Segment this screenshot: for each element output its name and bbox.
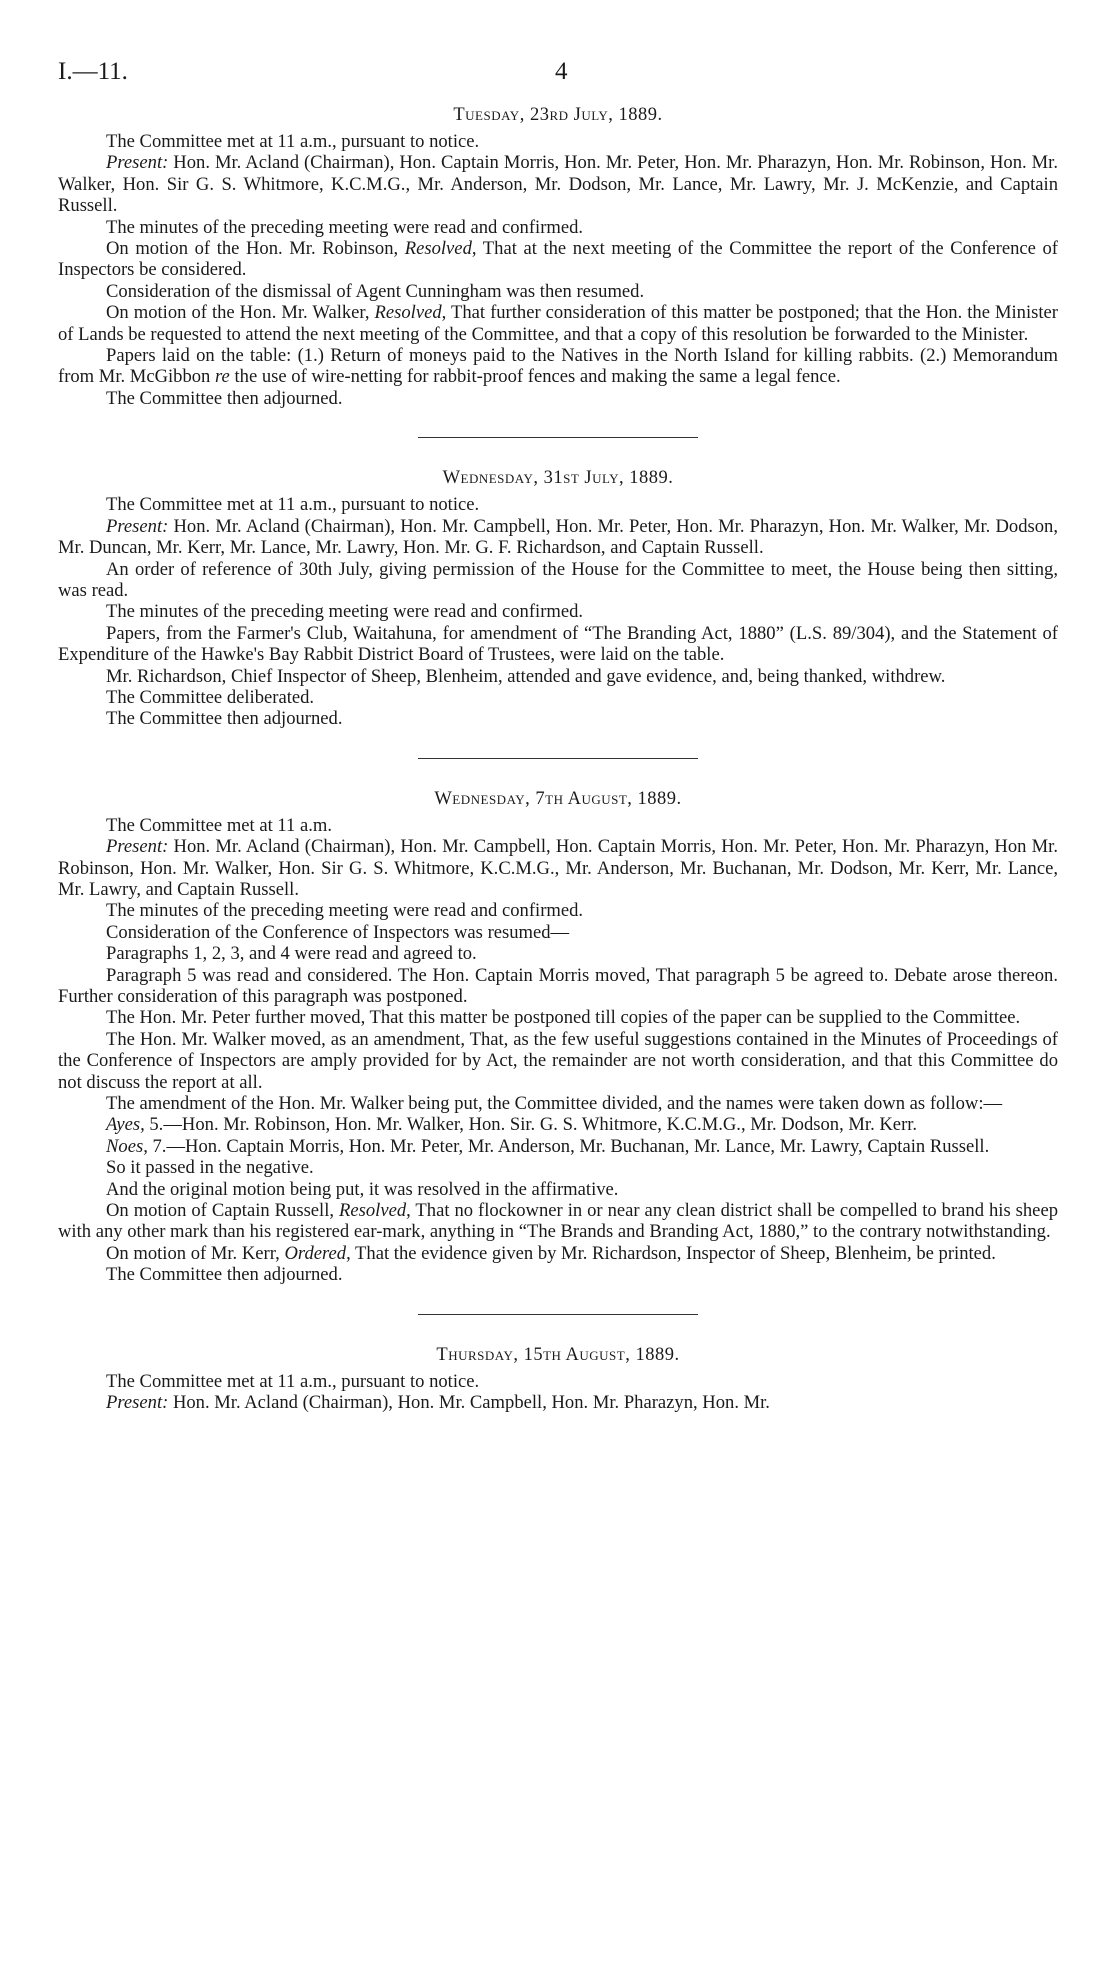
paragraph-text: Papers laid on the table: (1.) Return of moneys paid to the Natives in the North Island for killing rabbits. (2.) Memorandum from Mr. McGibbon re the use of wire-netting for rabbit-proof fences and making the same a legal fence. — [58, 345, 1058, 388]
paragraph-text: The Committee then adjourned. — [106, 1264, 343, 1286]
paragraph-text: The Committee met at 11 a.m., pursuant to notice. — [106, 131, 480, 152]
page-number: 4 — [555, 58, 568, 85]
minutes-paragraph — [58, 1243, 1058, 1264]
paragraph-text: On motion of Captain Russell, Resolved, That no flockowner in or near any clean district shall be compelled to brand his sheep with any other mark than his registered ear-mark, anything in “The Brands and Branding Act, 1880,” to the contrary notwithstanding. — [58, 1200, 1058, 1243]
meeting-date-heading: Thursday, 15th August, 1889. — [436, 1344, 680, 1365]
meeting-section — [58, 786, 1058, 1286]
minutes-paragraph — [58, 152, 1058, 216]
meeting-date-heading: Wednesday, 31st July, 1889. — [442, 468, 674, 489]
minutes-paragraph — [58, 516, 1058, 559]
minutes-sections — [58, 102, 1058, 1414]
section-divider — [418, 437, 698, 438]
minutes-paragraph — [58, 943, 1058, 964]
paragraph-text: The minutes of the preceding meeting were read and confirmed. — [106, 216, 584, 238]
minutes-paragraph — [58, 687, 1058, 708]
paragraph-text: The Committee deliberated. — [106, 686, 315, 708]
page-header — [58, 58, 1058, 102]
meeting-section — [58, 465, 1058, 729]
paragraph-text: And the original motion being put, it was resolved in the affirmative. — [106, 1178, 619, 1200]
minutes-paragraph — [58, 217, 1058, 238]
paragraph-text: The Committee then adjourned. — [106, 708, 343, 730]
minutes-paragraph — [58, 1371, 1058, 1392]
paragraph-lead: Present: — [106, 515, 169, 537]
meeting-section — [58, 102, 1058, 409]
paragraph-text: The amendment of the Hon. Mr. Walker being put, the Committee divided, and the names were taken down as follow:— — [106, 1093, 1003, 1115]
paragraph-text: Hon. Mr. Acland (Chairman), Hon. Mr. Campbell, Hon. Mr. Pharazyn, Hon. Mr. — [168, 1392, 770, 1414]
paragraph-text: Papers, from the Farmer's Club, Waitahuna, for amendment of “The Branding Act, 1880” (L.S. 89/304), and the Statement of Expenditure of the Hawke's Bay Rabbit District Board of Trustees, were laid on the table. — [58, 622, 1058, 666]
minutes-paragraph — [58, 1029, 1058, 1093]
paragraph-text: Consideration of the Conference of Inspectors was resumed— — [106, 921, 570, 943]
paragraph-text: On motion of the Hon. Mr. Walker, Resolved, That further consideration of this matter be postponed; that the Hon. the Minister of Lands be requested to attend the next meeting of the Committee, and that a copy of this resolution be forwarded to the Minister. — [58, 302, 1058, 345]
minutes-paragraph — [58, 1114, 1058, 1135]
minutes-paragraph — [58, 1136, 1058, 1157]
paragraph-text: 7.—Hon. Captain Morris, Hon. Mr. Peter, Mr. Anderson, Mr. Buchanan, Mr. Lance, Mr. Lawry, Captain Russell. — [147, 1135, 990, 1157]
minutes-paragraph — [58, 494, 1058, 515]
minutes-paragraph — [58, 1264, 1058, 1285]
paragraph-text: Paragraph 5 was read and considered. The Hon. Captain Morris moved, That paragraph 5 be agreed to. Debate arose thereon. Further consideration of this paragraph was postponed. — [58, 964, 1058, 1007]
minutes-paragraph — [58, 131, 1058, 152]
minutes-paragraph — [58, 1007, 1058, 1028]
paragraph-text: An order of reference of 30th July, giving permission of the House for the Committee to meet, the House being then sitting, was read. — [58, 558, 1058, 601]
document-page — [58, 58, 1058, 1414]
minutes-paragraph — [58, 238, 1058, 281]
paragraph-text: The minutes of the preceding meeting were read and confirmed. — [106, 601, 584, 623]
paragraph-text: Hon. Mr. Acland (Chairman), Hon. Mr. Campbell, Hon. Mr. Peter, Hon. Mr. Pharazyn, Hon. Mr. Walker, Mr. Dodson, Mr. Duncan, Mr. Kerr, Mr. Lance, Mr. Lawry, Hon. Mr. G. F. Richardson, and Captain Russell. — [58, 515, 1058, 559]
paragraph-lead: Present: — [106, 836, 169, 858]
meeting-section — [58, 1342, 1058, 1414]
minutes-paragraph — [58, 815, 1058, 836]
minutes-paragraph — [58, 1200, 1058, 1243]
minutes-paragraph — [58, 1392, 1058, 1413]
minutes-paragraph — [58, 388, 1058, 409]
paragraph-lead: Present: — [106, 152, 169, 174]
paragraph-text: The minutes of the preceding meeting were read and confirmed. — [106, 900, 584, 922]
paragraph-text: Consideration of the dismissal of Agent Cunningham was then resumed. — [106, 280, 645, 302]
minutes-paragraph — [58, 666, 1058, 687]
paragraph-text: Hon. Mr. Acland (Chairman), Hon. Captain Morris, Hon. Mr. Peter, Hon. Mr. Pharazyn, Hon. Mr. Robinson, Hon. Mr. Walker, Hon. Sir G. S. Whitmore, K.C.M.G., Mr. Anderson, Mr. Dodson, Mr. Lance, Mr. Lawry, Mr. J. McKenzie, and Captain Russell. — [58, 152, 1058, 217]
paragraph-text: The Committee met at 11 a.m. — [106, 814, 332, 836]
paragraph-text: So it passed in the negative. — [106, 1157, 314, 1179]
paragraph-text: The Committee met at 11 a.m., pursuant to notice. — [106, 494, 480, 516]
paragraph-lead: Present: — [106, 1392, 169, 1414]
minutes-paragraph — [58, 1157, 1058, 1178]
minutes-paragraph — [58, 601, 1058, 622]
paragraph-text: Mr. Richardson, Chief Inspector of Sheep, Blenheim, attended and gave evidence, and, being thanked, withdrew. — [106, 665, 946, 687]
minutes-paragraph — [58, 345, 1058, 388]
paragraph-text: The Hon. Mr. Peter further moved, That this matter be postponed till copies of the paper can be supplied to the Committee. — [106, 1007, 1021, 1029]
paragraph-lead: Noes, — [106, 1135, 148, 1157]
minutes-paragraph — [58, 965, 1058, 1008]
minutes-paragraph — [58, 281, 1058, 302]
paragraph-text: The Committee then adjourned. — [106, 387, 343, 409]
section-divider — [418, 1314, 698, 1315]
meeting-date-heading: Tuesday, 23rd July, 1889. — [453, 105, 663, 125]
minutes-paragraph — [58, 1093, 1058, 1114]
paragraph-text: On motion of Mr. Kerr, Ordered, That the evidence given by Mr. Richardson, Inspector of Sheep, Blenheim, be printed. — [106, 1242, 996, 1264]
paragraph-text: Paragraphs 1, 2, 3, and 4 were read and agreed to. — [106, 943, 477, 965]
paragraph-text: The Committee met at 11 a.m., pursuant to notice. — [106, 1370, 480, 1392]
meeting-date-heading: Wednesday, 7th August, 1889. — [434, 788, 682, 809]
minutes-paragraph — [58, 302, 1058, 345]
paragraph-text: Hon. Mr. Acland (Chairman), Hon. Mr. Campbell, Hon. Captain Morris, Hon. Mr. Peter, Hon. Mr. Pharazyn, Hon Mr. Robinson, Hon. Mr. Walker, Hon. Sir G. S. Whitmore, K.C.M.G., Mr. Anderson, Mr. Buchanan, Mr. Dodson, Mr. Kerr, Mr. Lance, Mr. Lawry, and Captain Russell. — [58, 836, 1058, 900]
paragraph-text: On motion of the Hon. Mr. Robinson, Resolved, That at the next meeting of the Committee the report of the Conference of Inspectors be considered. — [58, 238, 1058, 281]
paragraph-lead: Ayes, — [106, 1114, 145, 1136]
paragraph-text: 5.—Hon. Mr. Robinson, Hon. Mr. Walker, Hon. Sir. G. S. Whitmore, K.C.M.G., Mr. Dodson, Mr. Kerr. — [144, 1114, 918, 1136]
paper-reference: I.—11. — [58, 58, 128, 85]
minutes-paragraph — [58, 708, 1058, 729]
paragraph-text: The Hon. Mr. Walker moved, as an amendment, That, as the few useful suggestions contained in the Minutes of Proceedings of the Conference of Inspectors are amply provided for by Act, the remainder are not worth consideration, and that this Committee do not discuss the report at all. — [58, 1028, 1058, 1093]
minutes-paragraph — [58, 836, 1058, 900]
minutes-paragraph — [58, 1179, 1058, 1200]
minutes-paragraph — [58, 559, 1058, 602]
minutes-paragraph — [58, 922, 1058, 943]
minutes-paragraph — [58, 900, 1058, 921]
minutes-paragraph — [58, 623, 1058, 666]
section-divider — [418, 758, 698, 759]
